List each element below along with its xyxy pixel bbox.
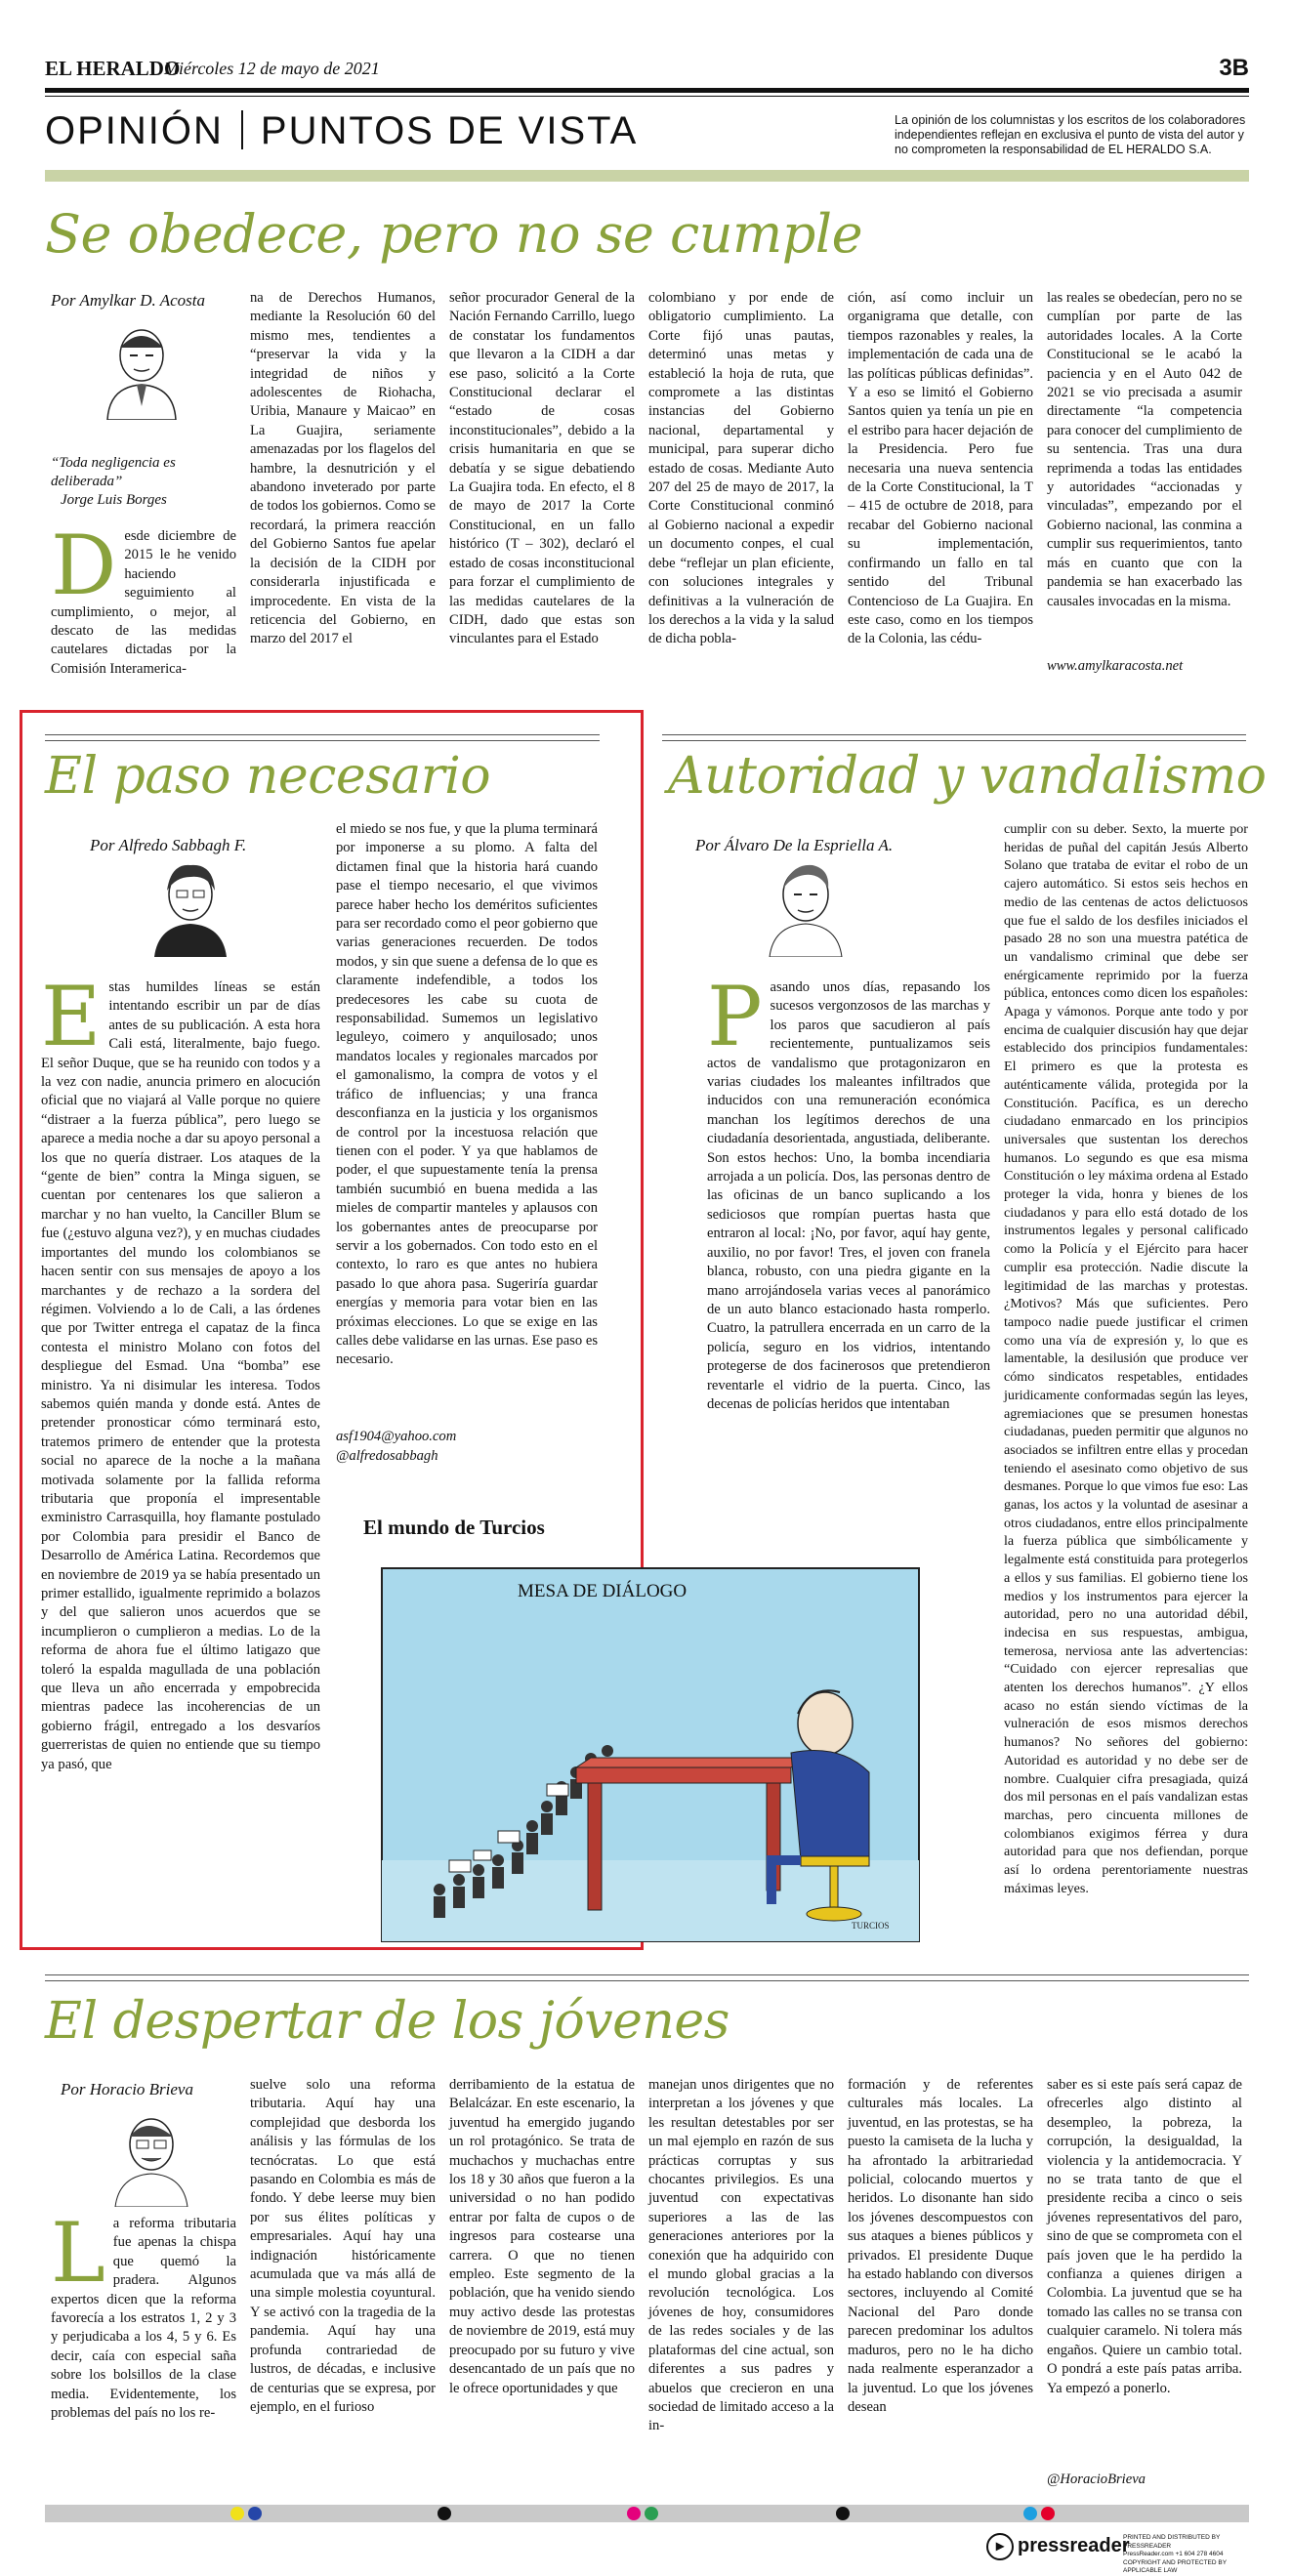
editorial-cartoon <box>381 1567 920 1942</box>
author-handle: @alfredosabbagh <box>336 1448 438 1464</box>
article-column: na de Derechos Humanos, mediante la Resolución 60 del mismo mes, tendientes a “preservar la vida y la integridad de niños y adolescentes de Riohacha, Uribia, Manaure y Maicao” en La Guajira, seriamente amenazadas por los flagelos del hambre, la desnutrición y el abandono inveterado por parte de todos los gobiernos. Como se recordará, la primera reacción del Gobierno Santos fue apelar la decisión de la CIDH por considerarla injustificada e improcedente. En vista de la reticencia del Gobierno, en marzo del 2017 el <box>250 290 436 647</box>
section-left: OPINIÓN <box>45 109 224 152</box>
author-portrait <box>762 855 850 957</box>
article-column: formación y de referentes culturales más locales. La juventud, en las protestas, se ha puesto la camiseta de la lucha y ha afrontado la arbitrariedad policial, colocando muertos y heridos. Lo disonante han sido los jóvenes descompuestos con sus ataques a bienes públicos y privados. El presidente Duque ha estado hablando con diversos sectores, incluyendo al Comité Nacional del Paro donde parecen predominar los adultos maduros, pero no le ha dicho nada realmente esperanzador a la juventud. Lo que los jóvenes desean <box>848 2077 1033 2415</box>
article-column <box>707 969 990 1414</box>
author-email: asf1904@yahoo.com <box>336 1429 457 1444</box>
dropcap: P <box>707 969 763 1064</box>
pressreader-icon: ▸ <box>986 2533 1014 2560</box>
author-portrait <box>107 2105 195 2207</box>
article-column: el miedo se nos fue, y que la pluma terminará por imponerse a su plomo. A falta del dictamen final que la historia hará cuando pase el tiempo necesario, el que vivimos parece haber hecho los deméritos suficientes para ser recordado como el peor gobierno que varias generaciones recuerden. De todos modos, y sin que suene a defensa de lo que es claramente indefendible, a todos los predecesores les cabe su cuota de responsabilidad. Sumemos un legislativo leguleyo, coimero y anquilosado; unos mandatos locales y regionales marcados por el gamonalismo, la compra de votos y el tráfico de influencias; y una franca desconfianza en la justicia y los organismos de control por la incestuosa relación que tienen con el poder. Y ya que hablamos de poder, el que supuestamente tenía la prensa también sucumbió en buena medida a las mieles de compartir manteles y aplausos con los gobernantes antes de preocuparse por servir a los gobernados. Con todo esto en el contexto, lo raro es que antes no hubiera pasado lo que ahora pasa. Sugeriría guardar energías y memoria para votar bien en las próximas elecciones. Lo que se exige en las calles debe validarse en las urnas. Ese paso es necesario. <box>336 821 598 1368</box>
dropcap: L <box>51 2205 105 2301</box>
column-text: esde diciembre de 2015 le he venido haciendo seguimiento al cumplimiento, o mejor, al descato de las medidas cautelares dictadas por la Comisión Interamerica- <box>51 528 236 677</box>
byline: Por Alfredo Sabbagh F. <box>90 836 247 854</box>
article-column <box>51 2205 236 2423</box>
issue-date: Miércoles 12 de mayo de 2021 <box>164 59 380 78</box>
article-column <box>51 518 236 679</box>
article-title: Se obedece, pero no se cumple <box>45 203 863 265</box>
article-title: El paso necesario <box>45 747 491 806</box>
registration-dot <box>438 2507 451 2520</box>
dropcap: E <box>41 969 102 1064</box>
registration-dot <box>645 2507 658 2520</box>
author-handle: @HoracioBrieva <box>1047 2472 1146 2487</box>
article-title: Autoridad y vandalismo <box>668 747 1267 806</box>
pressreader-line: COPYRIGHT AND PROTECTED BY APPLICABLE LAW <box>1123 2558 1227 2574</box>
column-text: stas humildes líneas se están intentando escribir un par de días antes de su publicación. A esta hora Cali está, literalmente, bajo fuego. El señor Duque, que se ha reunido con todos y a la vez con nadie, anuncia primero en alocución oficial que no viajará al Valle porque no quiere “distraer a la fuerza pública”, pero luego se aparece a media noche a dar su apoyo personal a los que no quería distraer. Los ataques de la “gente de bien” contra la Minga siguen, se cuentan por centenares los que salieron a marchar y no han vuelto, la Canciller Blum se fue (¿estuvo alguna vez?), y en muchas ciudades importantes del mundo los colombianos se hacen sentir con sus mensajes de apoyo a los marchantes y de rechazo a la sordera del régimen. Volviendo a lo de Cali, a las órdenes que por Twitter entrega el capataz de la finca contesta el ministro Molano con fotos del despliegue del Esmad. Una “bomba” ese ministro. Ya ni disimular les interesa. Todos sabemos quién manda y donde está. Antes de pretender pronosticar cómo terminará esto, tratemos primero de entender que la protesta social no aparece de la noche a la mañana motivada solamente por la fallida reforma tributaria que proponía el impresentable exministro Carrasquilla, hoy flamante postulado por Colombia para presidir el Banco de Desarrollo de América Latina. Recordemos que en noviembre de 2019 ya se había presentado un primer estallido, igualmente reprimido a bolazos y del que salieron unos acuerdos que se incumplieron o cumplieron a medias. Lo de la reforma de ahora fue el último latigazo que toleró la espalda magullada de una población que lleva un año encerrada y empobrecida mientras padece las incoherencias de un gobierno frágil, entregado a los desvaríos guerreristas de quien no entiende que su tiempo ya pasó, que <box>41 979 320 1772</box>
byline: Por Horacio Brieva <box>61 2080 193 2098</box>
article-column <box>41 969 320 1774</box>
byline: Por Amylkar D. Acosta <box>51 291 206 310</box>
article-column: suelve solo una reforma tributaria. Aquí hay una complejidad que desborda los análisis y las fórmulas de los tecnócratas. Lo que está pasando en Colombia es más de fondo. Y debe leerse muy bien por sus élites políticas y empresariales. Aquí hay una indignación históricamente acumulada que va más allá de una simple molestia coyuntural. Y se activó con la tragedia de la pandemia. Aquí hay una profunda contrariedad de lustros, de décadas, e inclusive de centurias que se expresa, por ejemplo, en el furioso <box>250 2077 436 2415</box>
double-rule <box>662 734 1246 741</box>
column-text: asando unos días, repasando los sucesos vergonzosos de las marchas y los paros que sacudieron al país recientemente, puntualizamos seis actos de vandalismo que protagonizaron en varias ciudades los maleantes infiltrados que inducidos con una remuneración económica manchan los legítimos derechos de una ciudadanía desorientada, angustiada, deliberante. Son estos hechos: Uno, la bomba incendiaria arrojada a un policía. Dos, las personas dentro de las oficinas de un banco suplicando a los sediciosos que rompían puertas hasta que entraron al local: ¡No, por favor, aquí hay gente, auxilio, no por favor! Tres, el joven con franela blanca, robusto, con una piedra gigante en la mano arrojándosela varias veces al panorámico de un auto blanco estacionado hasta romperlo. Cuatro, la patrullera encerrada en un carro de la policía, seguro en los vidrios, intentando protegerse de dos facinerosos que pretendieron reventarle el vidrio de la puerta. Cinco, las decenas de policías heridos que intentaban <box>707 979 990 1412</box>
header-rule-thin <box>45 96 1249 97</box>
article-column: derribamiento de la estatua de Belalcázar. En este escenario, la juventud ha emergido jugando un rol protagónico. Se trata de muchachos y muchachas entre los 18 y 30 años que fueron a la universidad o no han podido entrar por falta de cupos o de ingresos para costearse una carrera. O que no tienen empleo. Este segmento de la población, que ha venido siendo muy activo desde las protestas de noviembre de 2019, está muy preocupado por su futuro y vive desencantado de un país que no le ofrece oportunidades y que <box>449 2077 635 2396</box>
double-rule <box>45 1974 1249 1981</box>
registration-dot <box>248 2507 262 2520</box>
article-title: El despertar de los jóvenes <box>45 1992 729 2051</box>
newspaper-name: EL HERALDO <box>45 57 181 80</box>
author-portrait <box>146 855 234 957</box>
registration-dot <box>836 2507 850 2520</box>
epigraph-quote: “Toda negligencia es deliberada” <box>51 455 176 489</box>
column-text: a reforma tributaria fue apenas la chispa que quemó la pradera. Algunos expertos dicen que la reforma favorecía a los estratos 1, 2 y 3 y perjudicaba a los 4, 5 y 6. Es decir, caía con especial saña sobre los bolsillos de la clase media. Evidentemente, los problemas del país no los re- <box>51 2216 236 2422</box>
double-rule <box>45 734 600 741</box>
article-column: señor procurador General de la Nación Fernando Carrillo, luego de constatar los fundamentos que llevaron a la CIDH a dar ese paso, solicitó a la Corte Constitucional declarar el “estado de cosas inconstitucionales”, debido a la crisis humanitaria en que se debatía y se sigue debatiendo La Guajira toda. En efecto, el 8 de mayo de 2017 la Corte Constitucional, en un fallo histórico (T – 302), declaró el estado de cosas inconstitucional para forzar el cumplimiento de las medidas cautelares de la CIDH, dado que estas son vinculantes para el Estado <box>449 290 635 647</box>
disclaimer: La opinión de los columnistas y los escritos de los colaboradores independientes reflejan en exclusiva el punto de vista del autor y no comprometen la responsabilidad de EL HERALDO S.A. <box>895 113 1246 156</box>
registration-dot <box>1041 2507 1055 2520</box>
pressreader-line: PRINTED AND DISTRIBUTED BY PRESSREADER <box>1123 2534 1221 2550</box>
cartoon-signature: TURCIOS <box>852 1921 890 1931</box>
byline: Por Álvaro De la Espriella A. <box>695 836 894 854</box>
page-number: 3B <box>1219 55 1249 81</box>
section-right: PUNTOS DE VISTA <box>260 109 639 152</box>
dropcap: D <box>51 518 117 613</box>
article-column: manejan unos dirigentes que no interpretan a los jóvenes y que les resultan detestables por ser un mal ejemplo en razón de sus prácticas corruptas y sus chocantes privilegios. Es una juventud con expectativas superiores a las de las generaciones anteriores por la conexión que ha adquirido con el mundo global gracias a la revolución tecnológica. Los jóvenes de hoy, consumidores de las redes sociales y de las plataformas del cine actual, son diferentes a sus padres y abuelos que crecieron en una sociedad de limitado acceso a la in- <box>648 2077 834 2434</box>
cartoon-caption: MESA DE DIÁLOGO <box>518 1581 688 1601</box>
article-column: saber es si este país será capaz de ofrecerles algo distinto al desempleo, la pobreza, la corrupción, la desigualdad, la violencia y la antidemocracia. Y no se trata tanto de que el presidente reciba a cinco o seis jóvenes representativos del paro, sino de que se comprometa con el país joven que le ha perdido la confianza a quienes dirigen a Colombia. La juventud que se ha tomado las calles no se transa con cualquier caramelo. Ni tolera más engaños. Quiere un cambio total. O pondrá a este país patas arriba. Ya empezó a ponerlo. <box>1047 2077 1242 2396</box>
author-portrait <box>98 318 186 420</box>
pressreader-logo: pressreader <box>1018 2535 1130 2556</box>
green-band <box>45 170 1249 182</box>
article-column: las reales se obedecían, pero no se cumplían por parte de las autoridades locales. A la Corte Constitucional se le acabó la paciencia y en el Auto 042 de 2021 se vio precisada a asumir directamente “la competencia para conocer del cumplimiento de su sentencia. Tras una dura reprimenda a todas las entidades y autoridades “accionadas y vinculadas”, empezando por el Gobierno nacional, las conmina a cumplir sus requerimientos, tanto más en cuanto que con la pandemia se han exacerbado las causales invocadas en la misma. <box>1047 290 1242 609</box>
registration-dot <box>627 2507 641 2520</box>
article-column: ción, así como incluir un organigrama que detalle, con tiempos razonables y reales, la implementación de cada una de las políticas públicas definidas”. Y a eso se limitó el Gobierno Santos quien ya tenía un pie en el estribo para hacer dejación de la Presidencia. Pero fue necesaria una nueva sentencia de la Corte Constitucional, la T – 415 de octubre de 2018, para recabar del Gobierno nacional su implementación, confirmando un fallo en tal sentido del Tribunal Contencioso de La Guajira. En este caso, como en los tiempos de la Colonia, las cédu- <box>848 290 1033 647</box>
registration-dot <box>1023 2507 1037 2520</box>
author-website: www.amylkaracosta.net <box>1047 658 1184 674</box>
pressreader-notice <box>1123 2534 1248 2576</box>
cartoon-title: El mundo de Turcios <box>363 1516 545 1539</box>
pressreader-line: PressReader.com +1 604 278 4604 <box>1123 2551 1224 2557</box>
section-title <box>45 109 638 153</box>
header-rule <box>45 88 1249 93</box>
article-column: colombiano y por ende de obligatorio cumplimiento. La Corte fijó unas pautas, determinó unas metas y estableció la hoja de ruta, que compromete a las distintas instancias del Gobierno nacional, departamental y municipal, para superar dicho estado de cosas. Mediante Auto 207 del 25 de mayo de 2017, la Corte Constitucional conminó al Gobierno nacional a expedir un documento conpes, el cual debe “reflejar un plan eficiente, con soluciones integrales y definitivas a la vulneración de los derechos a la vida y la salud de dicha pobla- <box>648 290 834 647</box>
registration-dot <box>230 2507 244 2520</box>
article-column: cumplir con su deber. Sexto, la muerte por heridas de puñal del capitán Jesús Alberto Solano que trataba de evitar el robo de un cajero automático. Si estos seis hechos en medio de las centenas de actos delictuosos que fue el saldo de los desfiles iniciados el pasado 28 no son una muestra patética de un vandalismo criminal que debe ser enérgicamente reprimido por la fuerza pública, entonces como dicen los españoles: Apaga y vámonos. Porque ante todo y por encima de cualquier discusión hay que dejar establecido dos principios fundamentales: El primero es que la protesta es auténticamente válida, protegida por la Constitución. Pacífica, es un derecho ciudadano enmarcado en los principios universales que sustentan los derechos humanos. Lo segundo es que esa misma Constitución o ley máxima ordena al Estado proteger la vida, honra y bienes de los ciudadanos y para ello está dotado de los instrumentos legales y personal calificado como la Policía y el Ejército para hacer cumplir esa protección. Nadie discute la legitimidad de las marchas y protestas. ¿Motivos? Más que suficientes. Pero tampoco nadie puede justificar el crimen como una vía de expresión y, lo que es lamentable, la desilusión que produce ver cómo sindicatos respetables, entidades juridicamente conformadas según las leyes, agremiaciones que se presumen honestas ciudadanas, pueden permitir que algunos no asociados se infiltren entre ellas y procedan teniendo el asesinato como objetivo de sus desmanes. Porque lo que vimos fue eso: Las ganas, los actos y la voluntad de asesinar a otros ciudadanos, entre ellos principalmente la fuerza pública que simbólicamente y legalmente está constituida para protegerlos a ellos y sus familias. El gobierno tiene los medios y los instrumentos para ejercer la autoridad, pero no una autoridad débil, indecisa en sus respuestas, ambigua, temerosa, nerviosa ante las advertencias: “Cuidado con ejercer represalias que atenten los derechos humanos”. ¿Y ellos acaso no están siendo víctimas de la vulneración de esos mismos derechos humanos? No señores del gobierno: Autoridad es autoridad y no debe ser de nombre. Cualquier cifra presagiada, quizá dos mil personas en el país vandalizan estas marchas, pero cincuenta millones de colombianos exigimos férrea y dura autoridad para que nos defiendan, porque así lo ordena perentoriamente nuestras máximas leyes. <box>1004 821 1248 1896</box>
section-divider <box>241 110 243 149</box>
epigraph-author: Jorge Luis Borges <box>61 492 167 508</box>
